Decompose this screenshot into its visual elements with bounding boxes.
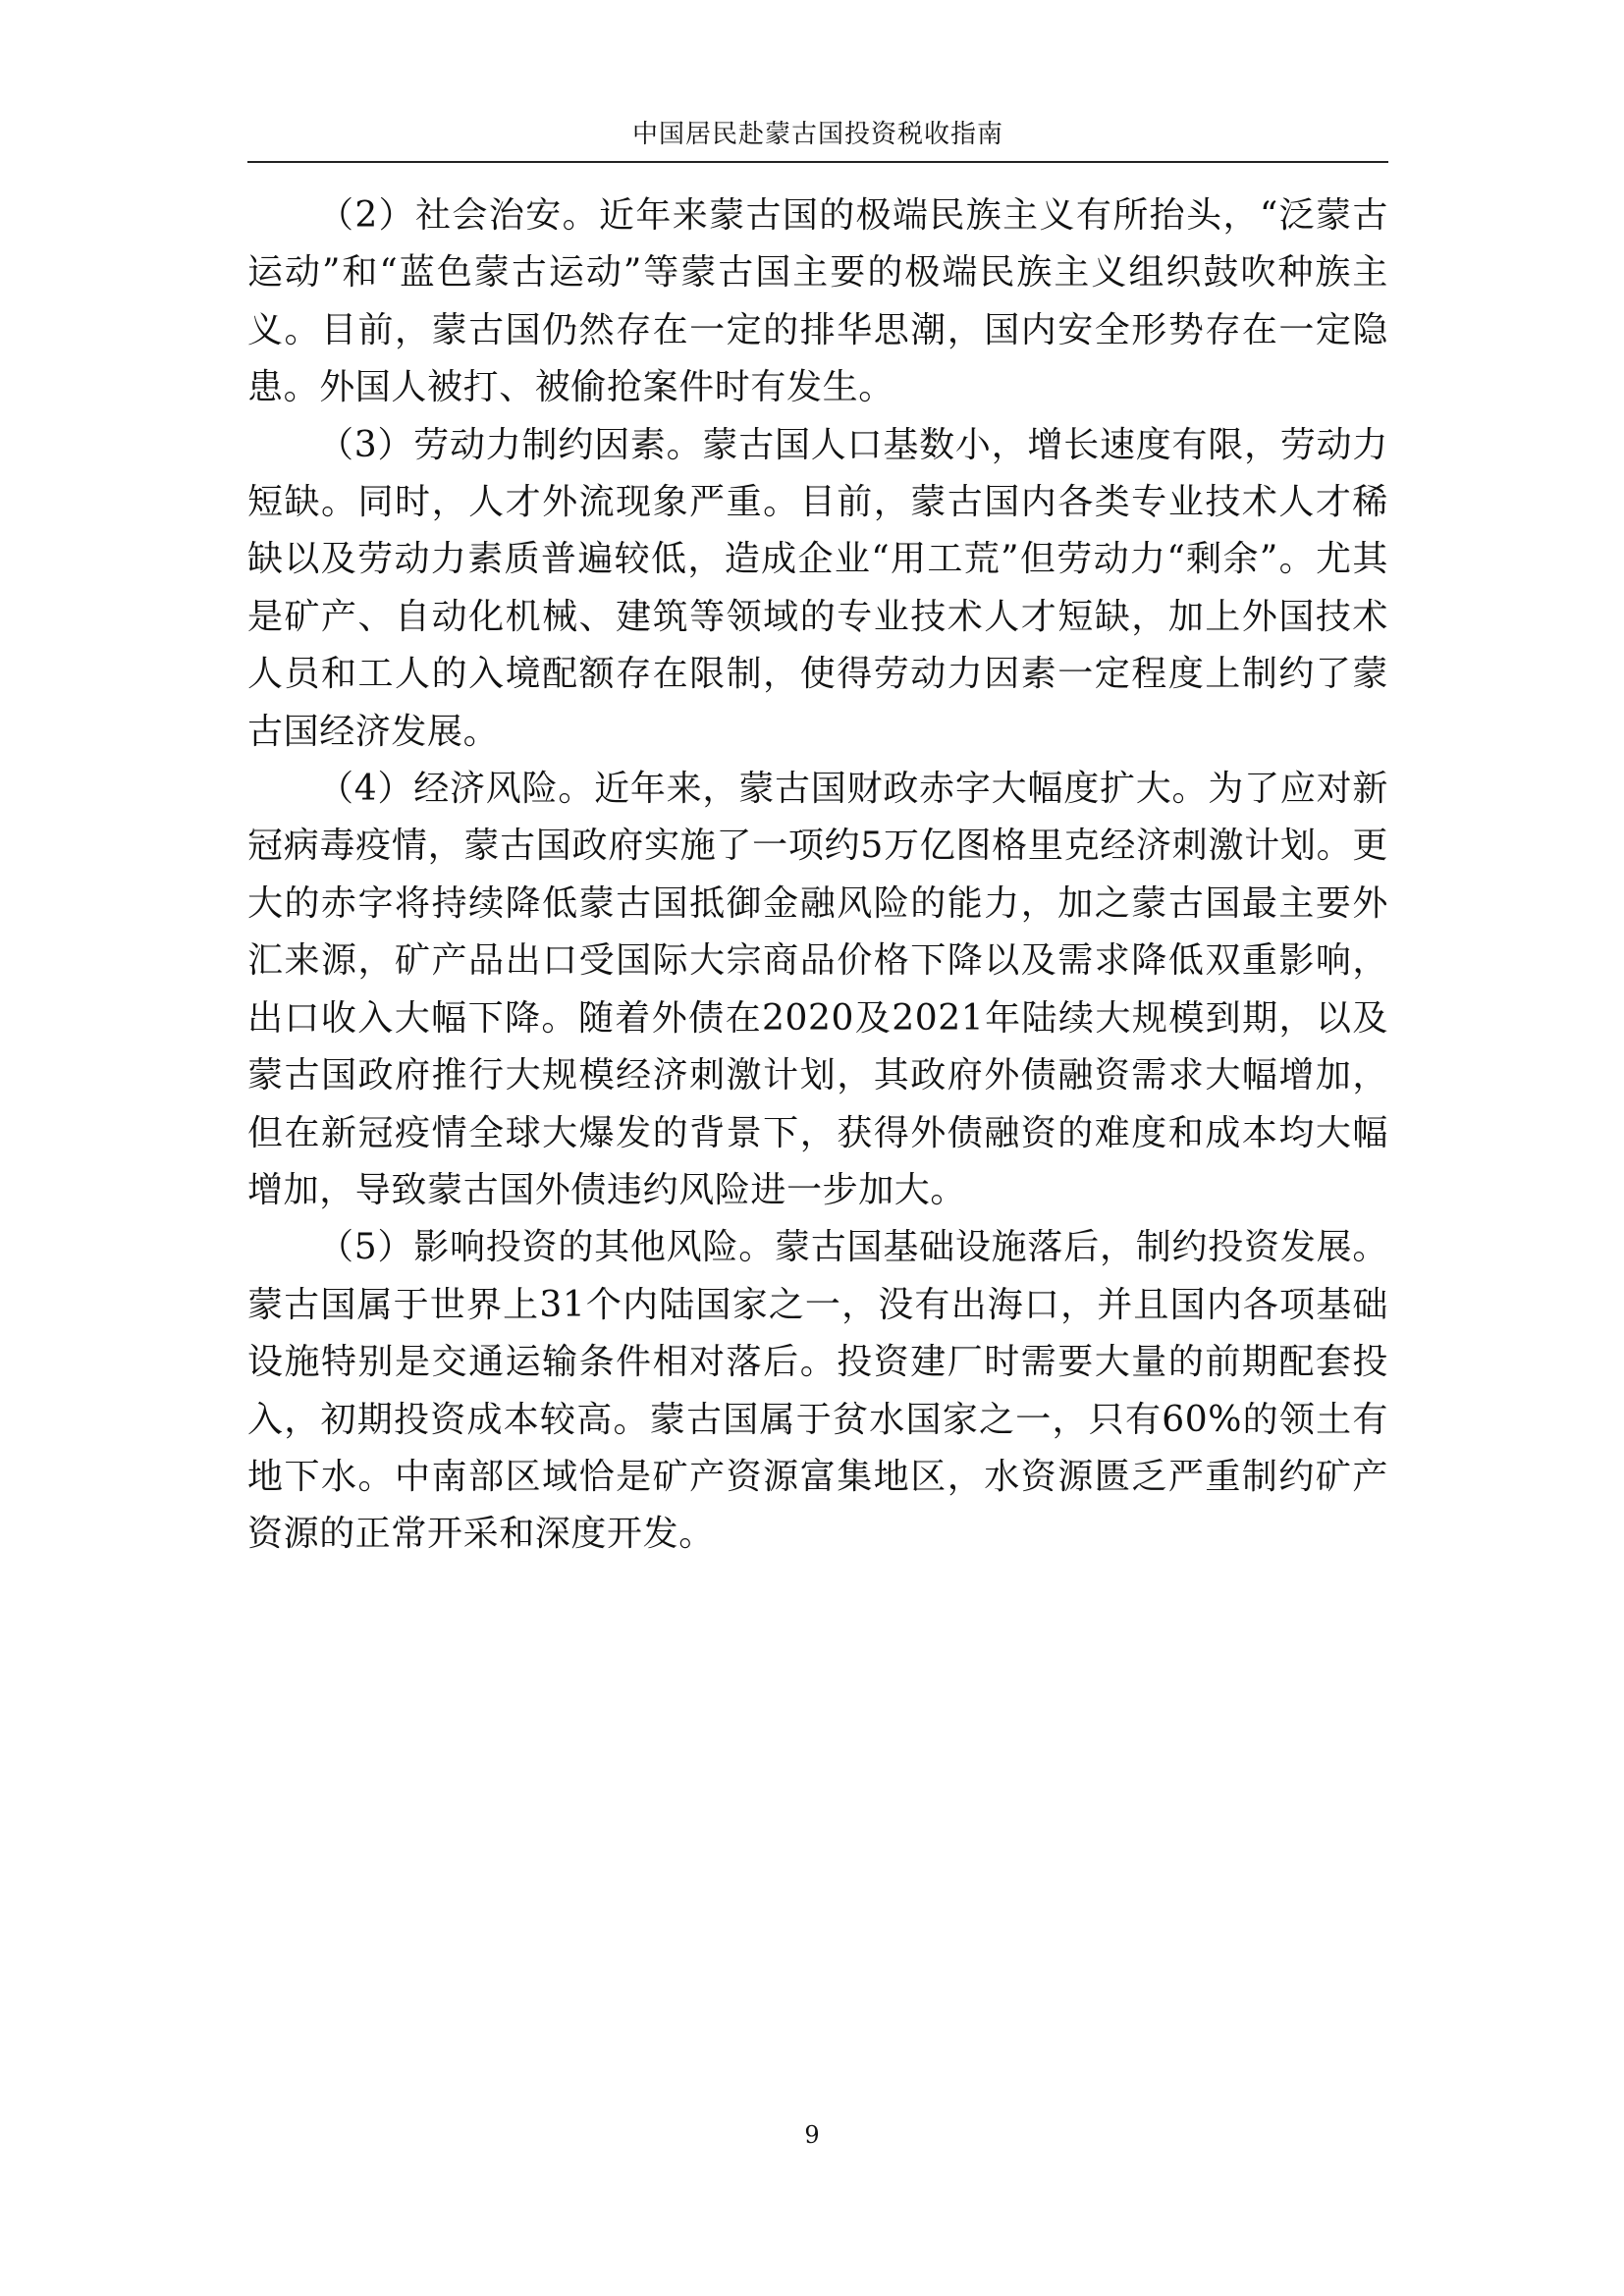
body-text [247, 187, 1388, 1564]
page-header: 中国居民赴蒙古国投资税收指南 [631, 120, 1003, 149]
header-divider [247, 161, 1388, 163]
paragraph-labor-constraints: （3）劳动力制约因素。蒙古国人口基数小，增长速度有限，劳动力短缺。同时，人才外流现象严重。目前，蒙古国内各类专业技术人才稀缺以及劳动力素质普遍较低，造成企业“用工荒”但劳动力“剩余”。尤其是矿产、自动化机械、建筑等领域的专业技术人才短缺，加上外国技术人员和工人的入境配额存在限制，使得劳动力因素一定程度上制约了蒙古国经济发展。 [247, 424, 1388, 752]
page-number: 9 [804, 2121, 820, 2149]
paragraph-social-security: （2）社会治安。近年来蒙古国的极端民族主义有所抬头，“泛蒙古运动”和“蓝色蒙古运动”等蒙古国主要的极端民族主义组织鼓吹种族主义。目前，蒙古国仍然存在一定的排华思潮，国内安全形势存在一定隐患。外国人被打、被偷抢案件时有发生。 [247, 195, 1388, 408]
paragraph-other-risks: （5）影响投资的其他风险。蒙古国基础设施落后，制约投资发展。蒙古国属于世界上31个内陆国家之一，没有出海口，并且国内各项基础设施特别是交通运输条件相对落后。投资建厂时需要大量的前期配套投入，初期投资成本较高。蒙古国属于贫水国家之一，只有60%的领土有地下水。中南部区域恰是矿产资源富集地区，水资源匮乏严重制约矿产资源的正常开采和深度开发。 [247, 1227, 1388, 1555]
paragraph-economic-risk: （4）经济风险。近年来，蒙古国财政赤字大幅度扩大。为了应对新冠病毒疫情，蒙古国政府实施了一项约5万亿图格里克经济刺激计划。更大的赤字将持续降低蒙古国抵御金融风险的能力，加之蒙古国最主要外汇来源，矿产品出口受国际大宗商品价格下降以及需求降低双重影响，出口收入大幅下降。随着外债在2020及2021年陆续大规模到期，以及蒙古国政府推行大规模经济刺激计划，其政府外债融资需求大幅增加，但在新冠疫情全球大爆发的背景下，获得外债融资的难度和成本均大幅增加，导致蒙古国外债违约风险进一步加大。 [247, 769, 1388, 1210]
